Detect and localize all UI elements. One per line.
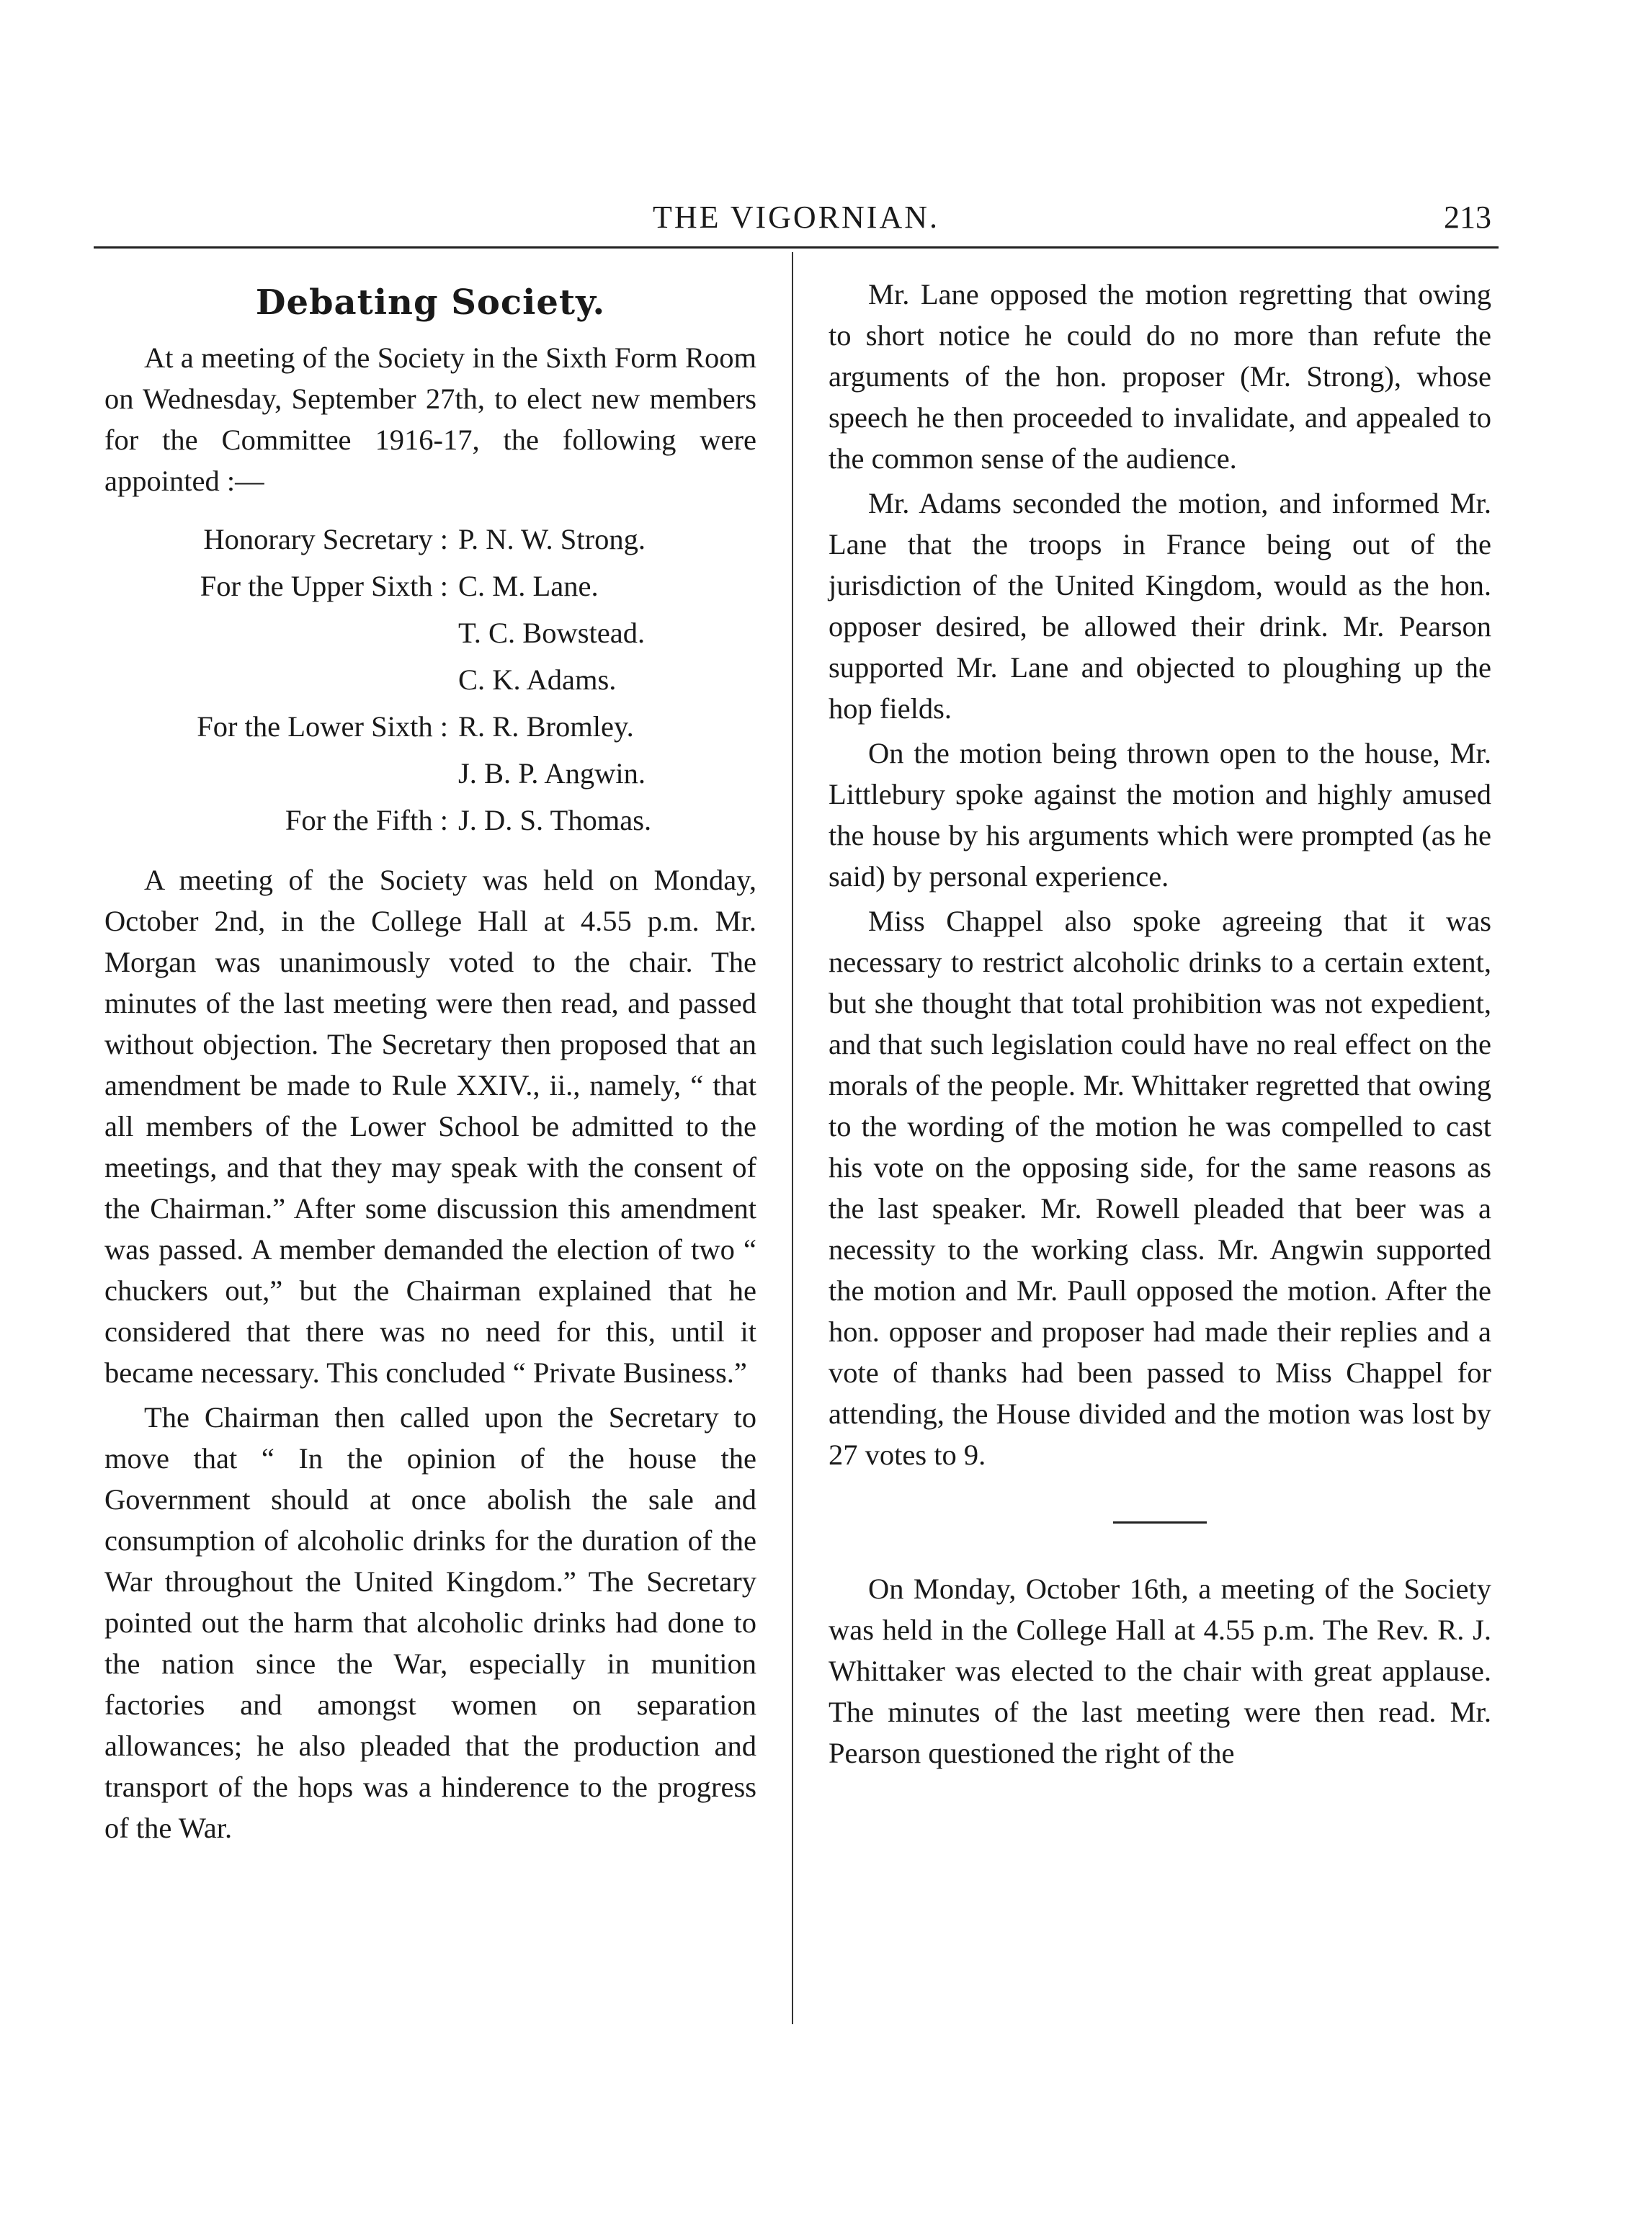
appointment-name: R. R. Bromley. (458, 710, 634, 743)
appointment-name: J. D. S. Thomas. (458, 804, 652, 836)
section-title: Debating Society. (255, 282, 606, 323)
meeting-paragraph: A meeting of the Society was held on Monday, October 2nd, in the College Hall at 4.55 p.m. Mr. Morgan was unanimously voted to the chair. The minutes of the last meeting were then read, and passed without objection. The Secretary then proposed that an amendment be made to Rule XXIV., ii., namely, “ that all members of the Lower School be admitted to the meetings, and that they may speak with the consent of the Chairman.” After some discussion this amendment was passed. A member demanded the election of two “ chuckers out,” but the Chairman explained that he considered that there was no need for this, until it became necessary. This concluded “ Private Business.” (104, 864, 756, 1389)
appointment-name: C. K. Adams. (458, 663, 617, 696)
header-rule (94, 246, 1499, 249)
appointment-name: C. M. Lane. (458, 570, 599, 602)
appointment-name: T. C. Bowstead. (458, 617, 646, 649)
right-column (829, 274, 1491, 1777)
appointment-row (104, 656, 756, 703)
motion-paragraph: The Chairman then called upon the Secretary to move that “ In the opinion of the house the Government should at once abolish the sale and consumption of alcoholic drinks for the duration of the War throughout the United Kingdom.” The Secretary pointed out the harm that alcoholic drinks had done to the nation since the War, especially in munition factories and amongst women on separation allowances; he also pleaded that the production and transport of the hops was a hinderence to the progress of the War. (104, 1401, 756, 1844)
appointment-row (104, 609, 756, 656)
section-divider (1113, 1521, 1207, 1524)
appointments-list (104, 516, 756, 844)
appointment-row (104, 516, 756, 563)
page-number: 213 (1444, 200, 1491, 235)
appointment-row (104, 797, 756, 844)
appointment-role (104, 656, 454, 703)
appointment-role (104, 750, 454, 797)
appointment-role: For the Fifth : (285, 804, 448, 836)
column-divider (792, 252, 793, 2024)
appointment-role: Honorary Secretary : (203, 523, 448, 555)
appointment-row (104, 563, 756, 609)
appointment-name: P. N. W. Strong. (458, 523, 646, 555)
appointment-name: J. B. P. Angwin. (458, 757, 646, 790)
appointment-role: For the Lower Sixth : (197, 710, 448, 743)
left-column (104, 274, 756, 1852)
opposition-paragraph: Mr. Lane opposed the motion regretting that owing to short notice he could do no more than refute the arguments of the hon. proposer (Mr. Strong), whose speech he then proceeded to invalidate, and appealed to the common sense of the audience. (829, 278, 1491, 475)
appointment-row (104, 703, 756, 750)
next-meeting-paragraph: On Monday, October 16th, a meeting of the Society was held in the College Hall at 4.55 p.m. The Rev. R. J. Whittaker was elected to the chair with great applause. The minutes of the last meeting were then read. Mr. Pearson questioned the right of the (829, 1573, 1491, 1769)
result-paragraph: Miss Chappel also spoke agreeing that it was necessary to restrict alcoholic drinks to a certain extent, but she thought that total prohibition was not expedient, and that such legislation could have no real effect on the morals of the people. Mr. Whittaker regretted that owing to the wording of the motion he was compelled to cast his vote on the opposing side, for the same reasons as the last speaker. Mr. Rowell pleaded that beer was a necessity to the working class. Mr. Angwin supported the motion and Mr. Paull opposed the motion. After the hon. opposer and proposer had made their replies and a vote of thanks had been passed to Miss Chappel for attending, the House divided and the motion was lost by 27 votes to 9. (829, 905, 1491, 1471)
appointment-role (104, 609, 454, 656)
journal-title: THE VIGORNIAN. (652, 200, 940, 235)
appointment-row (104, 750, 756, 797)
appointment-role: For the Upper Sixth : (200, 570, 448, 602)
intro-paragraph: At a meeting of the Society in the Sixth Form Room on Wednesday, September 27th, to elect new members for the Committee 1916-17, the following were appointed :— (104, 341, 756, 497)
seconder-paragraph: Mr. Adams seconded the motion, and informed Mr. Lane that the troops in France being out of the jurisdiction of the United Kingdom, would as the hon. opposer desired, be allowed their drink. Mr. Pearson supported Mr. Lane and objected to ploughing up the hop fields. (829, 487, 1491, 725)
running-head (94, 194, 1499, 245)
open-house-paragraph: On the motion being thrown open to the house, Mr. Littlebury spoke against the motion and highly amused the house by his arguments which were prompted (as he said) by personal experience. (829, 737, 1491, 893)
